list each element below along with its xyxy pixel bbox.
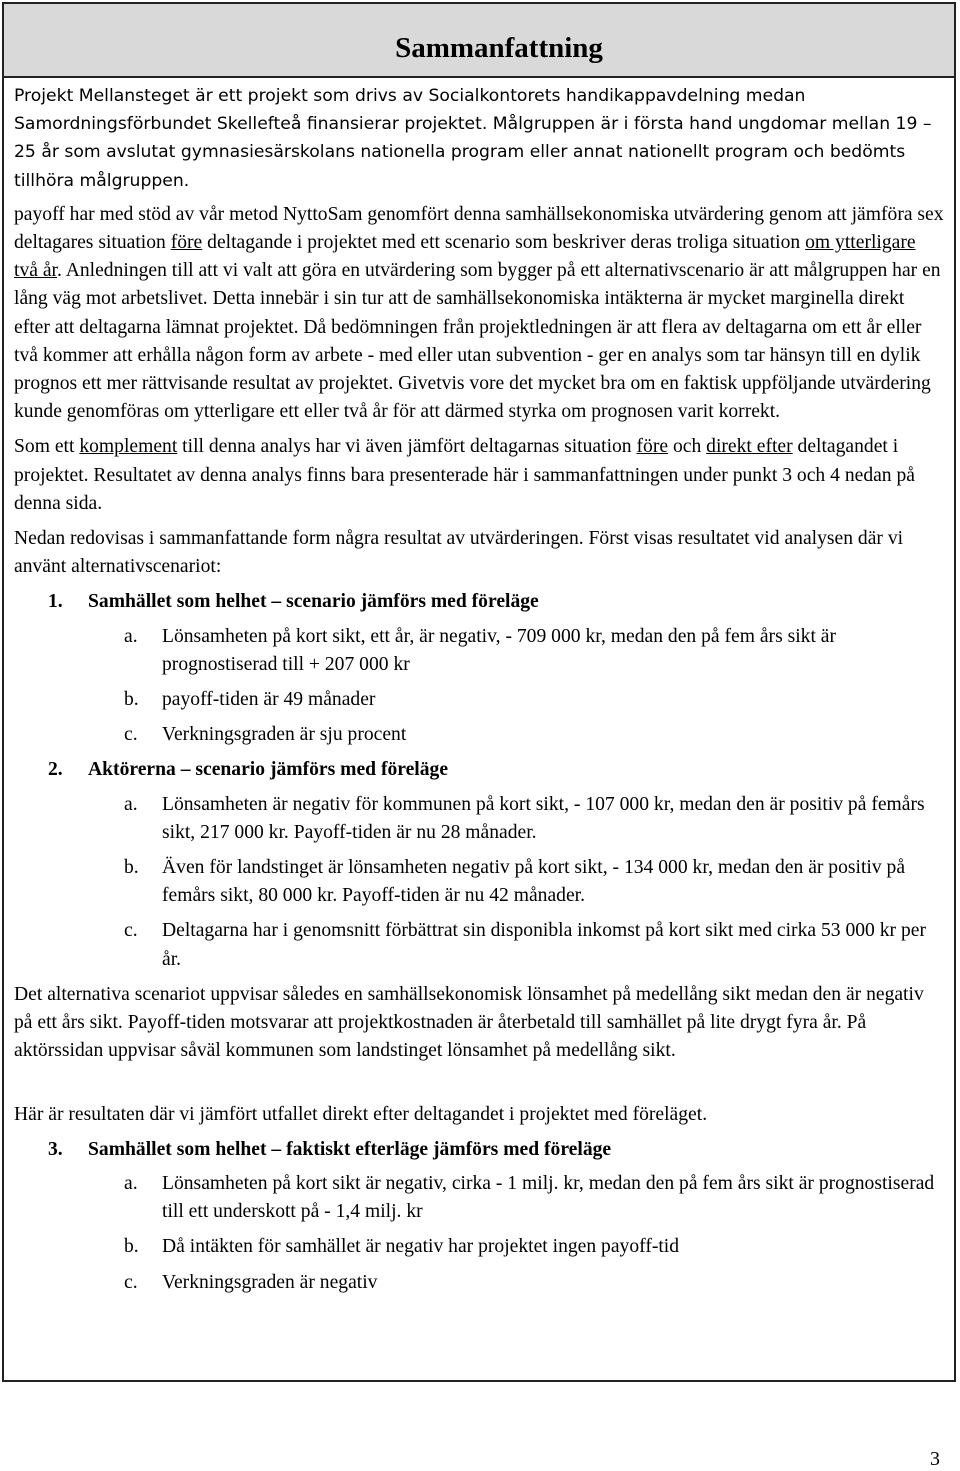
- list-item: a. Lönsamheten på kort sikt, ett år, är negativ, - 709 000 kr, medan den på fem års sikt är prognostiserad till + 207 000 kr: [124, 625, 837, 675]
- complement-paragraph: Som ett komplement till denna analys har vi även jämfört deltagarnas situation före och direkt efter deltagandet i projektet. Resultatet av denna analys finns bara presenterade här i sammanfattningen under punkt 3 och 4 nedan på denna sida.: [14, 436, 915, 514]
- list-item: c. Deltagarna har i genomsnitt förbättrat sin disponibla inkomst på kort sikt med cirka 53 000 kr per år.: [124, 920, 926, 970]
- actual-results-intro: Här är resultaten där vi jämfört utfallet direkt efter deltagandet i projektet med föreläget.: [14, 1103, 708, 1125]
- list-item: c. Verkningsgraden är negativ: [124, 1271, 378, 1293]
- summary-box: [2, 2, 956, 1382]
- spacer: [14, 1073, 944, 1101]
- section-heading: 2. Aktörerna – scenario jämförs med föreläge: [48, 759, 449, 781]
- title-bar: [4, 4, 954, 78]
- section-heading: 3. Samhället som helhet – faktiskt efterläge jämförs med föreläge: [48, 1138, 612, 1160]
- results-intro-paragraph: Nedan redovisas i sammanfattande form några resultat av utvärderingen. Först visas resultatet vid analysen där vi använt alternativscenariot:: [14, 528, 904, 578]
- section-heading: 1. Samhället som helhet – scenario jämförs med föreläge: [48, 591, 539, 613]
- summary-content: [14, 82, 944, 1304]
- list-item: b. Även för landstinget är lönsamheten negativ på kort sikt, - 134 000 kr, medan den är positiv på femårs sikt, 80 000 kr. Payoff-tiden är nu 42 månader.: [124, 857, 906, 907]
- list-item: b. Då intäkten för samhället är negativ har projektet ingen payoff-tid: [124, 1236, 680, 1258]
- list-item: a. Lönsamheten är negativ för kommunen på kort sikt, - 107 000 kr, medan den är positiv på femårs sikt, 217 000 kr. Payoff-tiden är nu 28 månader.: [124, 793, 925, 843]
- intro-paragraph: Projekt Mellansteget är ett projekt som drivs av Socialkontorets handikappavdelning medan Samordningsförbundet Skellefteå finansierar projektet. Målgruppen är i första hand ungdomar mellan 19 – 25 år som avslutat gymnasiesärskolans nationella program eller annat nationellt program och bedömts tillhöra målgruppen.: [14, 86, 932, 191]
- list-item: a. Lönsamheten på kort sikt är negativ, cirka - 1 milj. kr, medan den på fem års sikt är prognostiserad till ett underskott på - 1,4 milj. kr: [124, 1172, 935, 1223]
- conclusion-paragraph: Det alternativa scenariot uppvisar således en samhällsekonomisk lönsamhet på medellång sikt medan den är negativ på ett års sikt. Payoff-tiden motsvarar att projektkostnaden är återbetald till samhället på lite drygt fyra år. På aktörssidan uppvisar såväl kommunen som landstinget lönsamhet på medellång sikt.: [14, 983, 924, 1062]
- list-item: c. Verkningsgraden är sju procent: [124, 724, 407, 746]
- page-title: Sammanfattning: [395, 32, 603, 64]
- list-item: b. payoff-tiden är 49 månader: [124, 689, 376, 711]
- page-number: 3: [930, 1448, 940, 1470]
- method-paragraph: payoff har med stöd av vår metod NyttoSam genomfört denna samhällsekonomiska utvärdering genom att jämföra sex deltagares situation före deltagande i projektet med ett scenario som beskriver deras troliga situation om ytterligare två år. Anledningen till att vi valt att göra en utvärdering som bygger på ett alternativscenario är att målgruppen har en lång väg mot arbetslivet. Detta innebär i sin tur att de samhällsekonomiska intäkterna är mycket marginella direkt efter att deltagarna lämnat projektet. Då bedömningen från projektledningen är att flera av deltagarna om ett år eller två kommer att erhålla någon form av arbete - med eller utan subvention - ger en analys som tar hänsyn till en dylik prognos ett mer rättvisande resultat av projektet. Givetvis vore det mycket bra om en faktisk uppföljande utvärdering kunde genomföras om ytterligare ett eller två år för att därmed styrka om prognosen varit korrekt.: [14, 203, 944, 423]
